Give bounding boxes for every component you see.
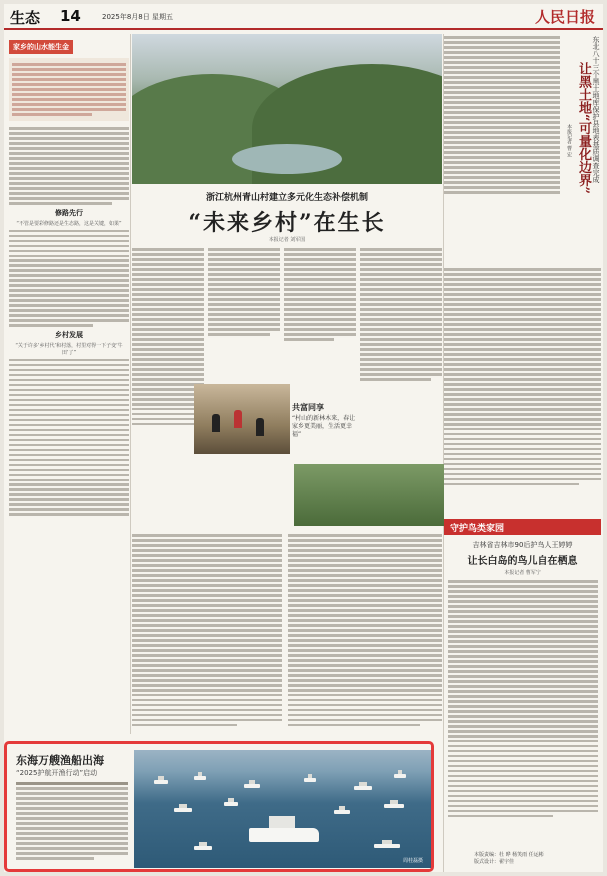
left-article-body — [9, 127, 129, 204]
fishing-fleet-photo — [134, 750, 431, 868]
feature-byline: 本报记者 刘军国 — [268, 237, 306, 243]
feature-headline: “未来乡村”在生长 — [188, 210, 386, 236]
left-subheading-1: 修路先行 — [55, 208, 83, 217]
newspaper-logo: 人民日报 — [534, 8, 595, 26]
editor-credits — [474, 852, 544, 866]
forest-photo — [294, 464, 444, 526]
feature-body-col-5 — [132, 532, 282, 732]
left-subheading-2: 乡村发展 — [55, 330, 83, 339]
newspaper-page — [4, 4, 603, 872]
right-article-body-2 — [444, 266, 601, 488]
issue-date: 2025年8月8日 星期五 — [102, 13, 173, 21]
left-article-body-2 — [9, 230, 129, 327]
guard-byline: 本报记者 曹军宁 — [504, 570, 541, 576]
right-article-body — [444, 34, 560, 196]
feature-quote-box — [292, 402, 356, 439]
editor-credit-line: 本版责编：杜 晔 杨笑雨 任运彬 — [474, 852, 544, 858]
guard-article-body — [448, 578, 598, 848]
feature-kicker: 浙江杭州青山村建立多元化生态补偿机制 — [205, 193, 368, 203]
highlight-body — [16, 780, 128, 866]
guard-headline: 让长白岛的鸟儿自在栖息 — [467, 556, 578, 567]
column-divider — [130, 34, 131, 734]
highlighted-article-fishing[interactable] — [4, 741, 434, 872]
feature-body-col-1 — [132, 246, 204, 516]
left-article-intro — [9, 58, 129, 121]
right-article-byline: 本报记者 曹 宏 — [566, 124, 572, 158]
layout-credit-line: 版式设计：翟宇佳 — [474, 859, 515, 865]
feature-body-col-2 — [208, 246, 280, 381]
masthead — [4, 4, 603, 30]
feature-body-col-3 — [284, 246, 356, 396]
left-column-article — [9, 34, 129, 726]
section-banner: 守护鸟类家园 — [444, 519, 601, 535]
village-landscape-photo — [132, 34, 442, 184]
left-article-body-3 — [9, 359, 129, 516]
right-article-headline: 让黑土地“可量化边界” — [576, 62, 591, 194]
highlight-headline: 东海万艘渔船出海 — [16, 754, 104, 767]
quote-text: “村山的新林木来，春让家乡更美丽，生活更幸福” — [292, 415, 356, 438]
right-article-title-box — [565, 34, 601, 264]
right-column-article — [444, 34, 601, 509]
guard-kicker: 吉林省吉林市90后护鸟人王婷婷 — [472, 541, 573, 549]
photo-credit: 周桂磊摄 — [402, 858, 423, 864]
left-subheading-2-quote: “关于许多‘乡村代’和村落，村里对得一下子变‘牛田’了” — [15, 342, 123, 356]
right-article-subtitle: 东北八十三个黑土地库保护县地表基质调查完成 — [592, 36, 600, 183]
section-name: 生态 — [10, 9, 41, 27]
quote-heading: 共富同享 — [292, 403, 324, 412]
highlight-subheadline: “2025护航开渔行动”启动 — [16, 769, 98, 777]
left-subheading-1-quote: “不管是要彩修路还是生态路，这是关键，如果” — [16, 220, 122, 227]
feature-body-col-6 — [288, 532, 442, 732]
left-article-tag: 家乡的山水能生金 — [9, 40, 73, 54]
page-number: 14 — [60, 7, 81, 25]
trail-runners-photo — [194, 384, 290, 454]
